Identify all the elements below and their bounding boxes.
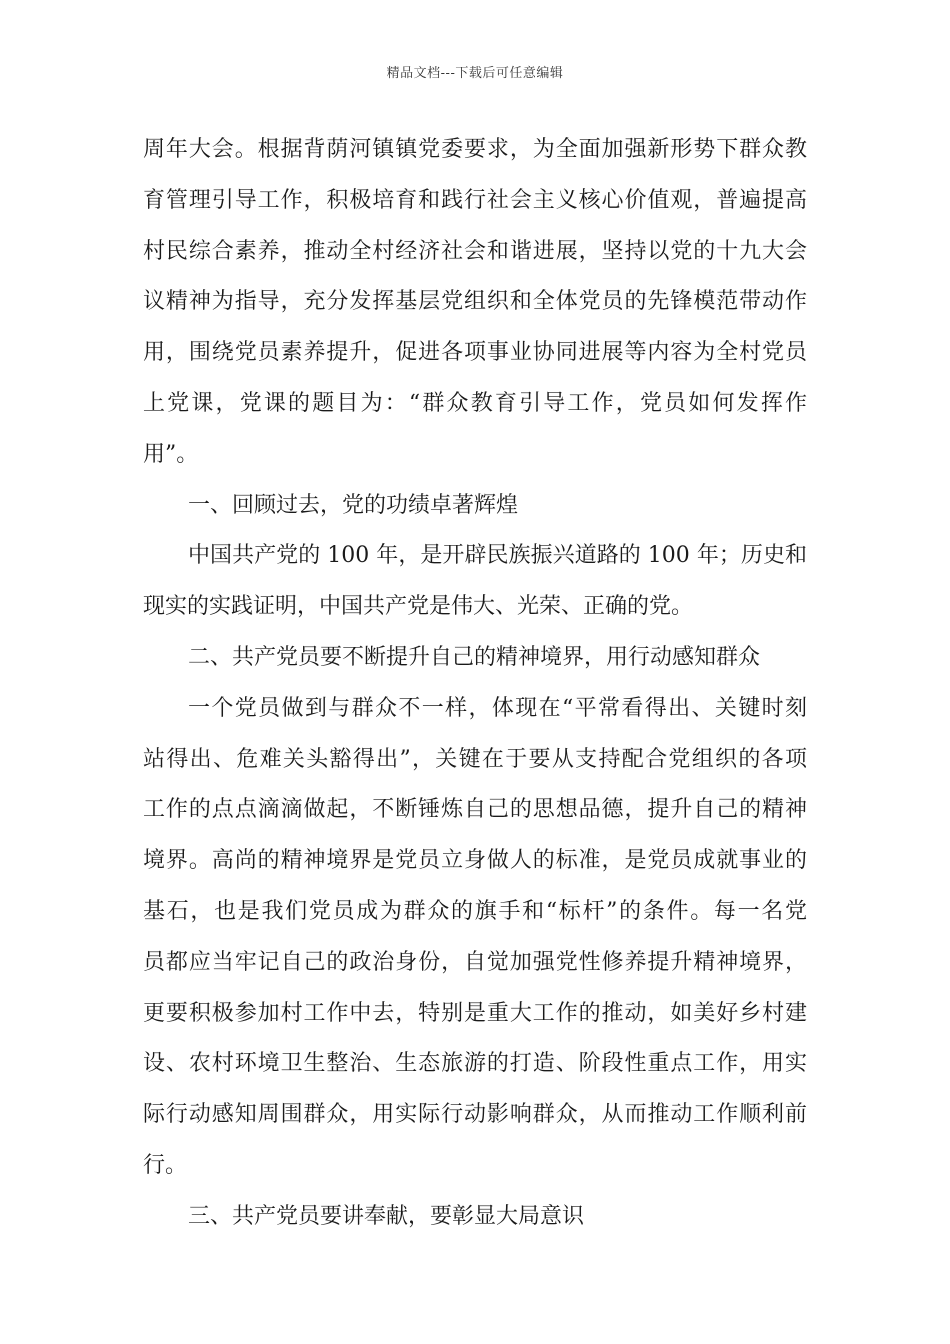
text-line: 站得出、危难关头豁得出”，关键在于要从支持配合党组织的各项 <box>143 746 807 772</box>
section-heading-2: 二、共产党员要不断提升自己的精神境界，用行动感知群众 <box>188 644 761 670</box>
text-line: 育管理引导工作，积极培育和践行社会主义核心价值观，普遍提高 <box>143 187 807 213</box>
document-body <box>143 125 807 1243</box>
text-line: 一个党员做到与群众不一样，体现在“平常看得出、关键时刻 <box>188 695 807 721</box>
text-line: 行。 <box>143 1152 188 1178</box>
text-line: 设、农村环境卫生整治、生态旅游的打造、阶段性重点工作，用实 <box>143 1051 807 1077</box>
text-line: 上党课，党课的题目为：“群众教育引导工作，党员如何发挥作 <box>143 390 807 416</box>
text-line: 更要积极参加村工作中去，特别是重大工作的推动，如美好乡村建 <box>143 1000 807 1026</box>
text-line: 中国共产党的 100 年，是开辟民族振兴道路的 100 年；历史和 <box>188 543 807 569</box>
text-line: 员都应当牢记自己的政治身份，自觉加强党性修养提升精神境界， <box>143 949 807 975</box>
text-line: 村民综合素养，推动全村经济社会和谐进展，坚持以党的十九大会 <box>143 238 807 264</box>
page-header: 精品文档---下载后可任意编辑 <box>386 66 564 81</box>
text-line: 现实的实践证明，中国共产党是伟大、光荣、正确的党。 <box>143 594 694 620</box>
text-line: 际行动感知周围群众，用实际行动影响群众，从而推动工作顺利前 <box>143 1102 807 1128</box>
section-heading-1: 一、回顾过去，党的功绩卓著辉煌 <box>188 492 519 518</box>
section-heading-3: 三、共产党员要讲奉献，要彰显大局意识 <box>188 1203 585 1229</box>
text-line: 用，围绕党员素养提升，促进各项事业协同进展等内容为全村党员 <box>143 340 807 366</box>
text-line: 议精神为指导，充分发挥基层党组织和全体党员的先锋模范带动作 <box>143 289 807 315</box>
text-line: 基石，也是我们党员成为群众的旗手和“标杆”的条件。每一名党 <box>143 898 807 924</box>
text-line: 周年大会。根据背荫河镇镇党委要求，为全面加强新形势下群众教 <box>143 137 807 162</box>
text-line: 工作的点点滴滴做起，不断锤炼自己的思想品德，提升自己的精神 <box>143 797 807 823</box>
text-line: 境界。高尚的精神境界是党员立身做人的标准，是党员成就事业的 <box>143 848 807 874</box>
text-line: 用”。 <box>143 441 199 467</box>
